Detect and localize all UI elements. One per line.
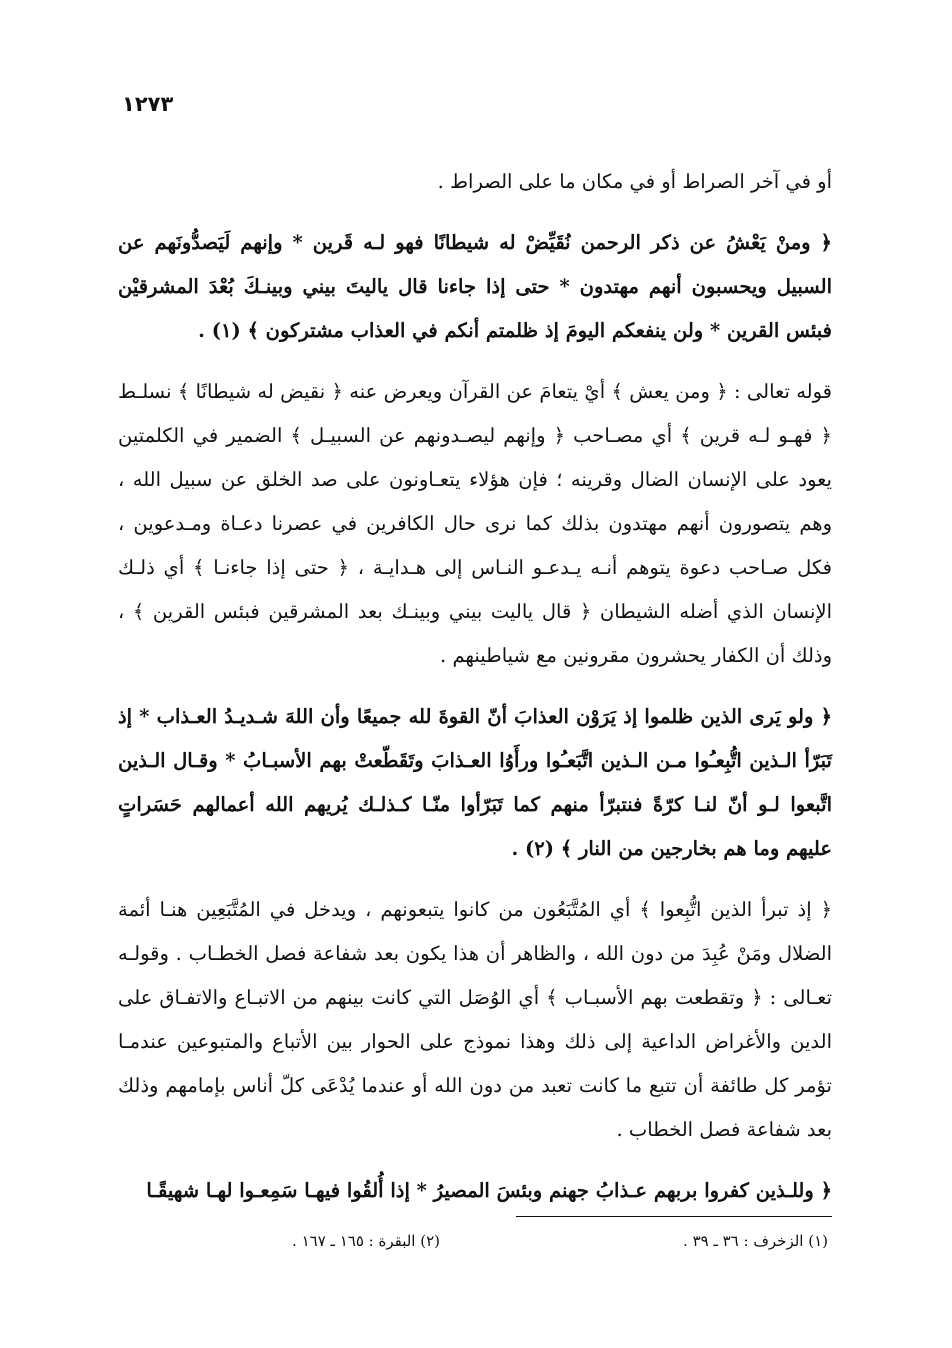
footnote-1: (١) الزخرف : ٣٦ ـ ٣٩ .: [683, 1232, 828, 1250]
paragraph-intro: أو في آخر الصراط أو في مكان ما على الصراط .: [437, 170, 832, 193]
verse-zukhruf: ﴿ ومنْ يَعْشُ عن ذكر الرحمن نُقَيِّضْ له شيطانًا فهو لـه قَرين * وإنهم لَيَصدُّونَهم عن السبيل ويحسبون أنهم مهتدون * حتى إذا جاءنا قال ياليتَ بيني وبينـكَ بُعْدَ المشرقيْن فبئس القرين * ولن ينفعكم اليومَ إذ ظلمتم أنكم في العذاب مشتركون ﴾ (١) .: [118, 231, 832, 342]
page-body: [118, 160, 832, 1230]
verse-mulk: ﴿ وللـذين كفروا بربهم عـذابُ جهنم وبئسَ المصيرُ * إذا أُلقُوا فيهـا سَمِعـوا لهـا شهيقًـا: [146, 1179, 832, 1202]
commentary-baqarah: ﴿ إذ تبرأ الذين اتُّبِعوا ﴾ أي المُتَّبَعُون من كانوا يتبعونهم ، ويدخل في المُتَّبَعِين هنـا أئمة الضلال ومَنْ عُبِدَ من دون الله ، والظاهر أن هذا يكون بعد شفاعة فصل الخطـاب . وقولـه تعـالى : ﴿ وتقطعت بهم الأسبـاب ﴾ أي الوُصَل التي كانت بينهم من الاتبـاع والاتفـاق على الدين والأغراض الداعية إلى ذلك وهذا نموذج على الحوار بين الأتباع والمتبوعين عندمـا تؤمر كل طائفة أن تتبع ما كانت تعبد من دون الله أو عندما يُدْعَى كلّ أناس بإمامهم وذلك بعد شفاعة فصل الخطاب .: [118, 898, 832, 1141]
page-number: ١٢٧٣: [122, 92, 174, 116]
commentary-zukhruf: قوله تعالى : ﴿ ومن يعش ﴾ أيْ يتعامَ عن القرآن ويعرض عنه ﴿ نقيض له شيطانًا ﴾ نسلـط ﴿ فهـو لـه قرين ﴾ أي مصـاحب ﴿ وإنهم ليصـدونهم عن السبيـل ﴾ الضمير في الكلمتين يعود على الإنسان الضال وقرينه ؛ فإن هؤلاء يتعـاونون على صد الخلق عن سبيل الله ، وهم يتصورون أنهم مهتدون بذلك كما نرى حال الكافرين في عصرنا دعـاة ومـدعوين ، فكل صـاحب دعوة يتوهم أنـه يـدعـو النـاس إلى هـدايـة ، ﴿ حتى إذا جاءنـا ﴾ أي ذلـك الإنسان الذي أضله الشيطان ﴿ قال ياليت بيني وبينـك بعد المشرقين فبئس القرين ﴾ ، وذلك أن الكفار يحشرون مقرونين مع شياطينهم .: [118, 380, 832, 667]
footnote-2: (٢) البقرة : ١٦٥ ـ ١٦٧ .: [292, 1232, 440, 1250]
footnote-divider: [516, 1216, 832, 1217]
verse-baqarah: ﴿ ولو يَرى الذين ظلموا إذ يَرَوْن العذابَ أنّ القوةَ لله جميعًا وأن اللهَ شـديـدُ العـذاب * إذ تَبَرّأ الـذين اتُّبِعـُوا مـن الـذين اتَّبَعـُوا ورأَوُا العـذابَ وتَقَطّعتْ بهم الأسبـابُ * وقـال الـذين اتَّبعوا لـو أنّ لنـا كرّةً فنتبرّأ منهم كما تَبَرّأوا منّـا كـذلـك يُريهم الله أعمالهم حَسَراتٍ عليهم وما هم بخارجين من النار ﴾ (٢) .: [118, 705, 832, 860]
